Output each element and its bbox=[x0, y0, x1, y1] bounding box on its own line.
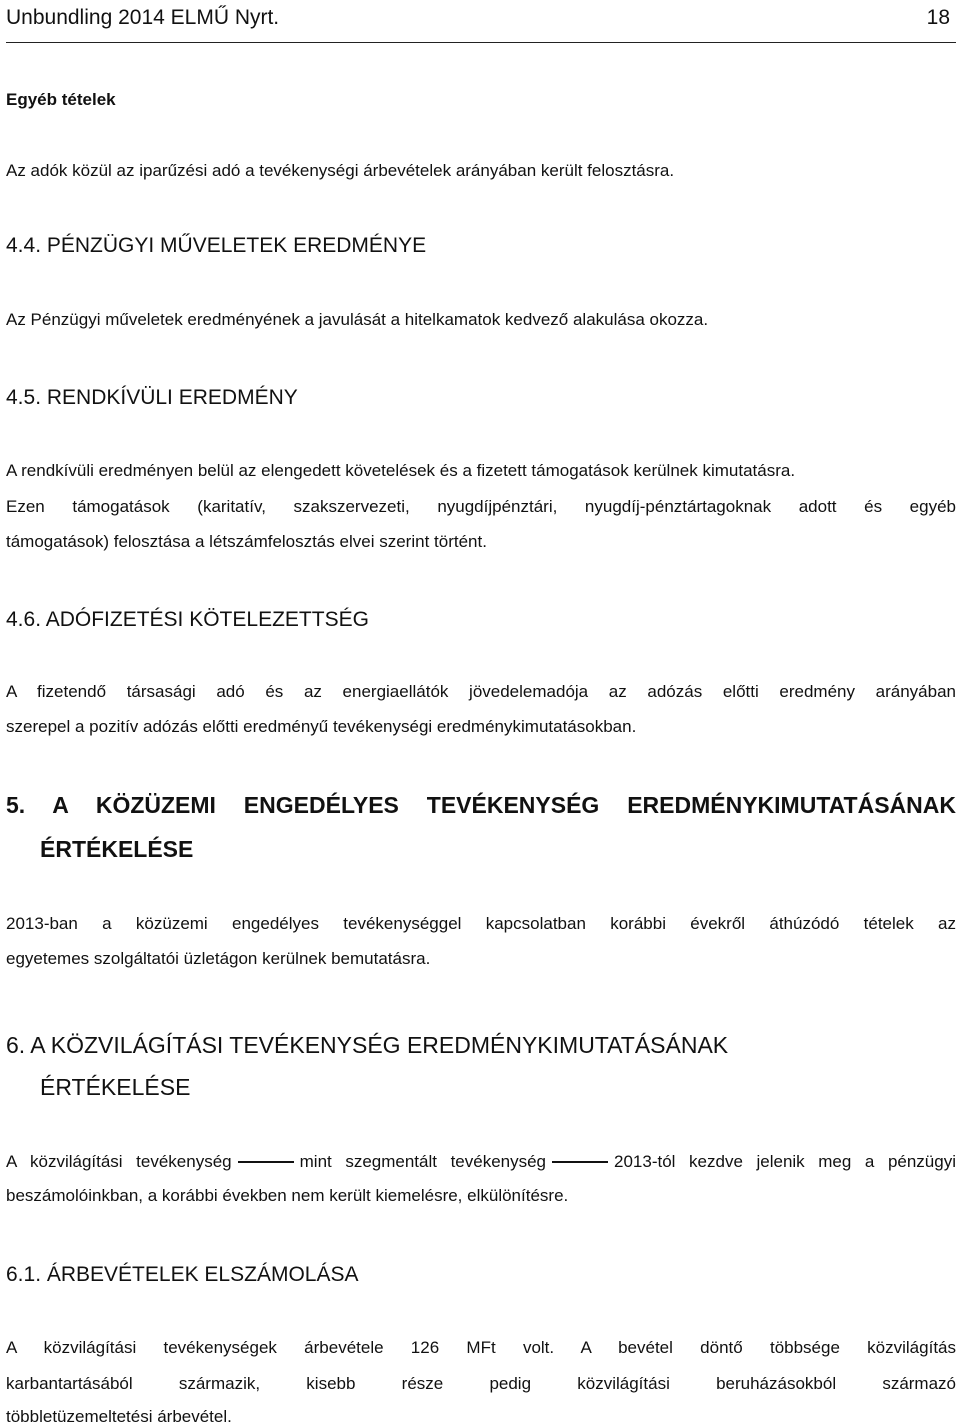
heading-4-6: 4.6. ADÓFIZETÉSI KÖTELEZETTSÉG bbox=[6, 608, 369, 631]
paragraph-4-5-line1: A rendkívüli eredményen belül az elengedett követelések és a fizetett támogatások kerülnek kimutatásra. bbox=[6, 461, 796, 480]
paragraph-4-5-line2: Ezen támogatások (karitatív, szakszervezeti, nyugdíjpénztári, nyugdíj-pénztártagoknak adott és egyéb bbox=[6, 497, 956, 516]
heading-egyeb-tetelek: Egyéb tételek bbox=[6, 90, 116, 109]
paragraph-5-line2: egyetemes szolgáltatói üzletágon kerülnek bemutatásra. bbox=[6, 949, 431, 968]
em-dash bbox=[238, 1161, 294, 1163]
paragraph-6-1-line2: karbantartásából származik, kisebb része pedig közvilágítási beruházásokból származó bbox=[6, 1374, 956, 1393]
paragraph-6-line1 bbox=[6, 1152, 956, 1172]
paragraph-5-line1: 2013-ban a közüzemi engedélyes tevékenységgel kapcsolatban korábbi évekről áthúzódó tételek az bbox=[6, 914, 956, 933]
paragraph-6-part-b: mint szegmentált tevékenység bbox=[299, 1152, 547, 1171]
paragraph-4-6-line1: A fizetendő társasági adó és az energiaellátók jövedelemadója az adózás előtti eredmény arányában bbox=[6, 682, 956, 701]
paragraph-egyeb: Az adók közül az iparűzési adó a tevékenységi árbevételek arányában került felosztásra. bbox=[6, 161, 675, 180]
page-header bbox=[6, 4, 956, 43]
heading-6-line1: 6. A KÖZVILÁGÍTÁSI TEVÉKENYSÉG EREDMÉNYKIMUTATÁSÁNAK bbox=[6, 1032, 729, 1058]
paragraph-6-part-c: 2013-tól kezdve jelenik meg a pénzügyi bbox=[614, 1152, 956, 1171]
heading-6-1: 6.1. ÁRBEVÉTELEK ELSZÁMOLÁSA bbox=[6, 1263, 359, 1286]
paragraph-4-4: Az Pénzügyi műveletek eredményének a javulását a hitelkamatok kedvező alakulása okozza. bbox=[6, 310, 709, 329]
heading-6-line2: ÉRTÉKELÉSE bbox=[40, 1074, 191, 1100]
page-number: 18 bbox=[926, 6, 950, 29]
paragraph-4-5-line3: támogatások) felosztása a létszámfelosztás elvei szerint történt. bbox=[6, 532, 487, 551]
paragraph-6-part-a: A közvilágítási tevékenység bbox=[6, 1152, 232, 1171]
paragraph-4-6-line2: szerepel a pozitív adózás előtti eredményű tevékenységi eredménykimutatásokban. bbox=[6, 717, 637, 736]
heading-4-5: 4.5. RENDKÍVÜLI EREDMÉNY bbox=[6, 386, 298, 409]
heading-4-4: 4.4. PÉNZÜGYI MŰVELETEK EREDMÉNYE bbox=[6, 234, 427, 257]
paragraph-6-1-line3: többletüzemeltetési árbevétel. bbox=[6, 1407, 232, 1426]
document-title: Unbundling 2014 ELMŰ Nyrt. bbox=[6, 6, 280, 29]
em-dash bbox=[552, 1161, 608, 1163]
heading-5-line2: ÉRTÉKELÉSE bbox=[40, 836, 194, 862]
paragraph-6-1-line1: A közvilágítási tevékenységek árbevétele 126 MFt volt. A bevétel döntő többsége közvilágítás bbox=[6, 1338, 956, 1357]
paragraph-6-line2: beszámolóinkban, a korábbi években nem került kiemelésre, elkülönítésre. bbox=[6, 1186, 569, 1205]
heading-5-line1: 5. A KÖZÜZEMI ENGEDÉLYES TEVÉKENYSÉG EREDMÉNYKIMUTATÁSÁNAK bbox=[6, 792, 956, 818]
